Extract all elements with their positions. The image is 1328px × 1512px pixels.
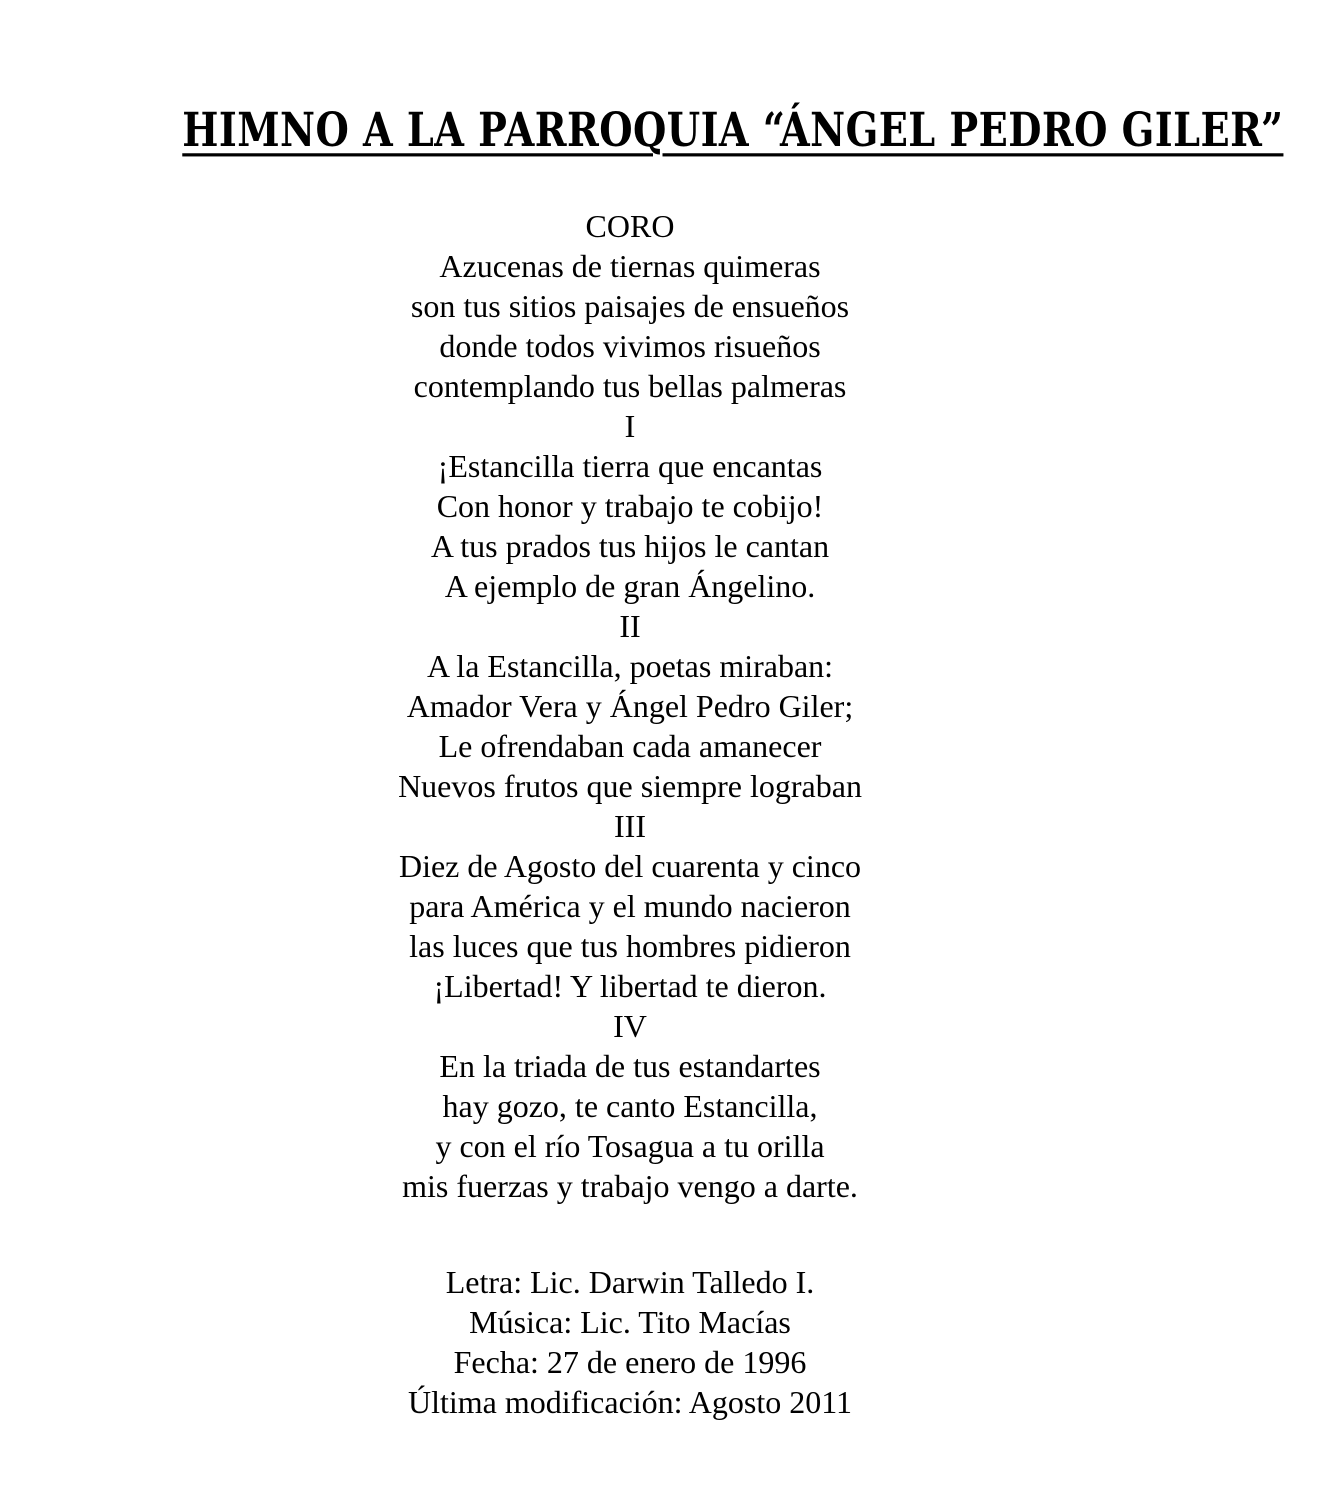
credit-line: Fecha: 27 de enero de 1996 — [453, 1344, 807, 1380]
verse-line: Azucenas de tiernas quimeras — [439, 248, 821, 284]
verse-line: A la Estancilla, poetas miraban: — [426, 648, 834, 684]
verse-line: ¡Libertad! Y libertad te dieron. — [433, 968, 827, 1004]
verse-line: hay gozo, te canto Estancilla, — [442, 1088, 818, 1124]
verse-line: ¡Estancilla tierra que encantas — [437, 448, 823, 484]
credit-line: Letra: Lic. Darwin Talledo I. — [445, 1264, 815, 1300]
section-heading: II — [619, 608, 641, 644]
title-block — [100, 0, 1284, 160]
verse-line: A tus prados tus hijos le cantan — [430, 528, 830, 564]
section-heading: IV — [613, 1008, 647, 1044]
verse-line: Le ofrendaban cada amanecer — [438, 728, 822, 764]
verse-line: mis fuerzas y trabajo vengo a darte. — [402, 1168, 858, 1204]
credit-line: Última modificación: Agosto 2011 — [407, 1384, 853, 1420]
page-title: HIMNO A LA PARROQUIA “ÁNGEL PEDRO GILER” — [182, 103, 1284, 158]
verse-line: A ejemplo de gran Ángelino. — [444, 568, 816, 604]
verse-line: Amador Vera y Ángel Pedro Giler; — [406, 688, 854, 724]
section-heading: III — [614, 808, 646, 844]
verse-line: donde todos vivimos risueños — [439, 328, 821, 364]
verse-line: Diez de Agosto del cuarenta y cinco — [398, 848, 862, 884]
document-page — [100, 0, 1284, 1422]
verse-line: Con honor y trabajo te cobijo! — [436, 488, 824, 524]
section-heading: I — [624, 408, 636, 444]
verse-line: para América y el mundo nacieron — [409, 888, 851, 924]
verse-line: Nuevos frutos que siempre lograban — [398, 768, 862, 804]
hymn-body — [100, 206, 1160, 1206]
verse-line: son tus sitios paisajes de ensueños — [410, 288, 850, 324]
credits-block — [100, 1262, 1160, 1422]
verse-line: y con el río Tosagua a tu orilla — [435, 1128, 825, 1164]
verse-line: contemplando tus bellas palmeras — [413, 368, 847, 404]
verse-line: En la triada de tus estandartes — [439, 1048, 821, 1084]
verse-line: las luces que tus hombres pidieron — [409, 928, 851, 964]
section-heading: CORO — [585, 208, 675, 244]
credit-line: Música: Lic. Tito Macías — [469, 1304, 791, 1340]
